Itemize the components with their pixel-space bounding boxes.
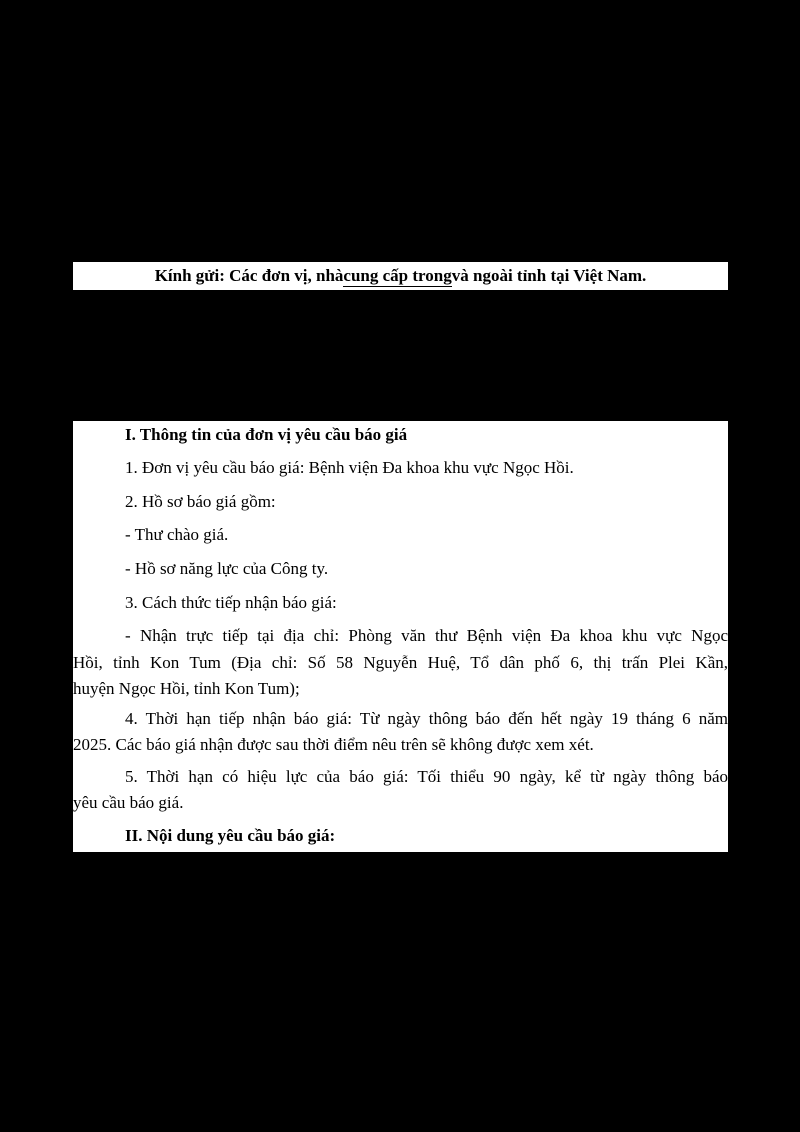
- item-3-text: 3. Cách thức tiếp nhận báo giá:: [125, 593, 337, 612]
- recipient-suffix: và ngoài tỉnh tại Việt Nam.: [451, 266, 647, 285]
- recipient-underlined: cung cấp trong: [343, 265, 452, 285]
- item-3-line-2: Hồi, tỉnh Kon Tum (Địa chỉ: Số 58 Nguyễn Huệ, Tổ dân phố 6, thị trấn Plei Kần,: [73, 653, 728, 672]
- item-3-line-1: - Nhận trực tiếp tại địa chỉ: Phòng văn thư Bệnh viện Đa khoa khu vực Ngọc: [125, 626, 728, 645]
- item-5-line-2: yêu cầu báo giá.: [73, 793, 184, 812]
- item-2-text: 2. Hồ sơ báo giá gồm:: [125, 492, 276, 511]
- recipient-line: [73, 262, 728, 290]
- item-2a-text: - Thư chào giá.: [125, 525, 229, 544]
- item-5-line-1: 5. Thời hạn có hiệu lực của báo giá: Tối thiểu 90 ngày, kể từ ngày thông báo: [125, 767, 728, 786]
- item-3-line-3: huyện Ngọc Hồi, tỉnh Kon Tum);: [73, 679, 300, 698]
- item-4-line-1: 4. Thời hạn tiếp nhận báo giá: Từ ngày thông báo đến hết ngày 19 tháng 6 năm: [125, 709, 728, 728]
- item-2b-text: - Hồ sơ năng lực của Công ty.: [125, 559, 329, 578]
- recipient-prefix: Kính gửi: Các đơn vị, nhà: [154, 266, 344, 285]
- item-4-line-2: 2025. Các báo giá nhận được sau thời điểm nêu trên sẽ không được xem xét.: [73, 735, 594, 754]
- section-1-heading: I. Thông tin của đơn vị yêu cầu báo giá: [125, 425, 408, 444]
- document-body: [73, 421, 728, 852]
- section-2-heading: II. Nội dung yêu cầu báo giá:: [125, 826, 336, 845]
- item-1-text: 1. Đơn vị yêu cầu báo giá: Bệnh viện Đa khoa khu vực Ngọc Hồi.: [125, 458, 574, 477]
